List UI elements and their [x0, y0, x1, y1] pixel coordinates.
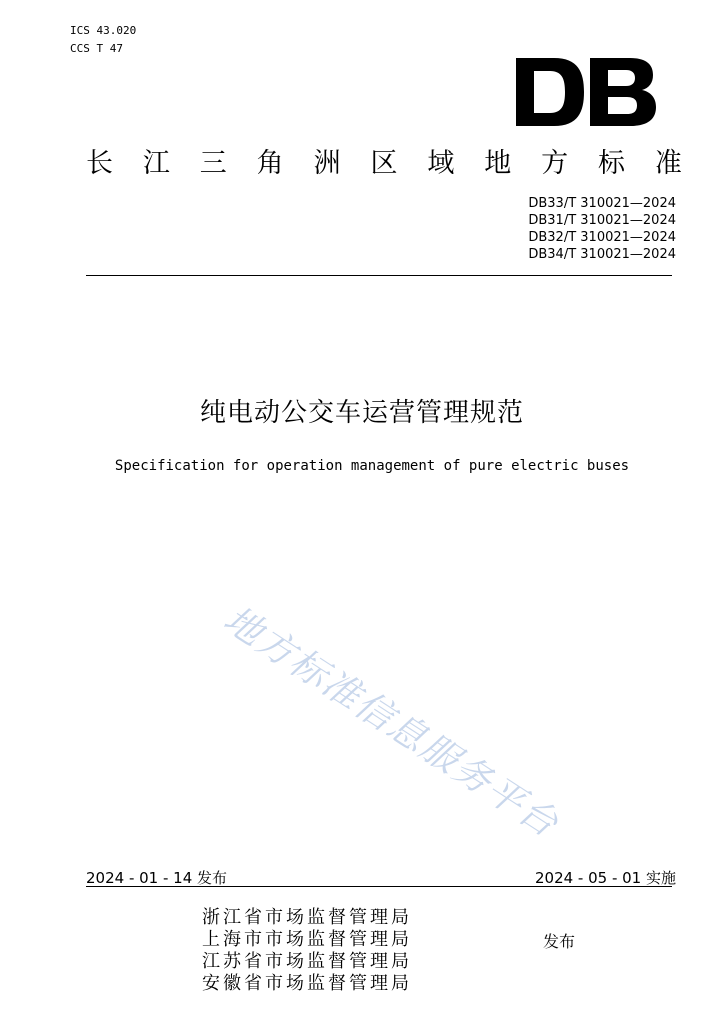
standard-number: DB31/T 310021—2024 — [528, 213, 676, 228]
issuer: 安徽省市场监督管理局 — [202, 973, 412, 994]
standard-type-char: 标 — [598, 147, 626, 179]
db-logo — [516, 58, 656, 126]
issue-date: 2024 - 01 - 14 发布 — [86, 869, 228, 887]
title-chinese: 纯电动公交车运营管理规范 — [199, 398, 524, 428]
standard-type-char: 方 — [541, 147, 569, 179]
bottom-divider — [86, 886, 672, 887]
issuer: 浙江省市场监督管理局 — [202, 907, 412, 928]
standard-type-heading — [86, 140, 682, 180]
standard-type-char: 三 — [199, 147, 227, 179]
issuer: 江苏省市场监督管理局 — [202, 951, 412, 972]
standard-type-char: 域 — [427, 147, 455, 179]
standard-type-char: 长 — [86, 147, 113, 179]
standard-number: DB32/T 310021—2024 — [528, 230, 676, 245]
issuer-list — [202, 907, 412, 995]
top-divider — [86, 275, 672, 276]
issued-label: 发布 — [543, 932, 576, 951]
issuer: 上海市市场监督管理局 — [202, 929, 412, 950]
standard-type-char: 江 — [142, 147, 170, 179]
ccs-code: CCS T 47 — [70, 42, 123, 55]
implementation-date: 2024 - 05 - 01 实施 — [534, 869, 676, 887]
standard-type-char: 角 — [256, 147, 284, 179]
title-english: Specification for operation management of pure electric buses — [114, 458, 630, 474]
standard-type-char: 洲 — [313, 147, 341, 179]
standard-type-char: 准 — [654, 147, 682, 179]
watermark: 地方标准信息服务平台 — [216, 597, 567, 847]
ics-code: ICS 43.020 — [70, 24, 137, 37]
standard-type-char: 地 — [484, 147, 512, 179]
standard-type-char: 区 — [370, 147, 398, 179]
standard-number-list — [528, 195, 676, 263]
standard-number: DB34/T 310021—2024 — [528, 247, 676, 262]
standard-number: DB33/T 310021—2024 — [528, 196, 676, 211]
